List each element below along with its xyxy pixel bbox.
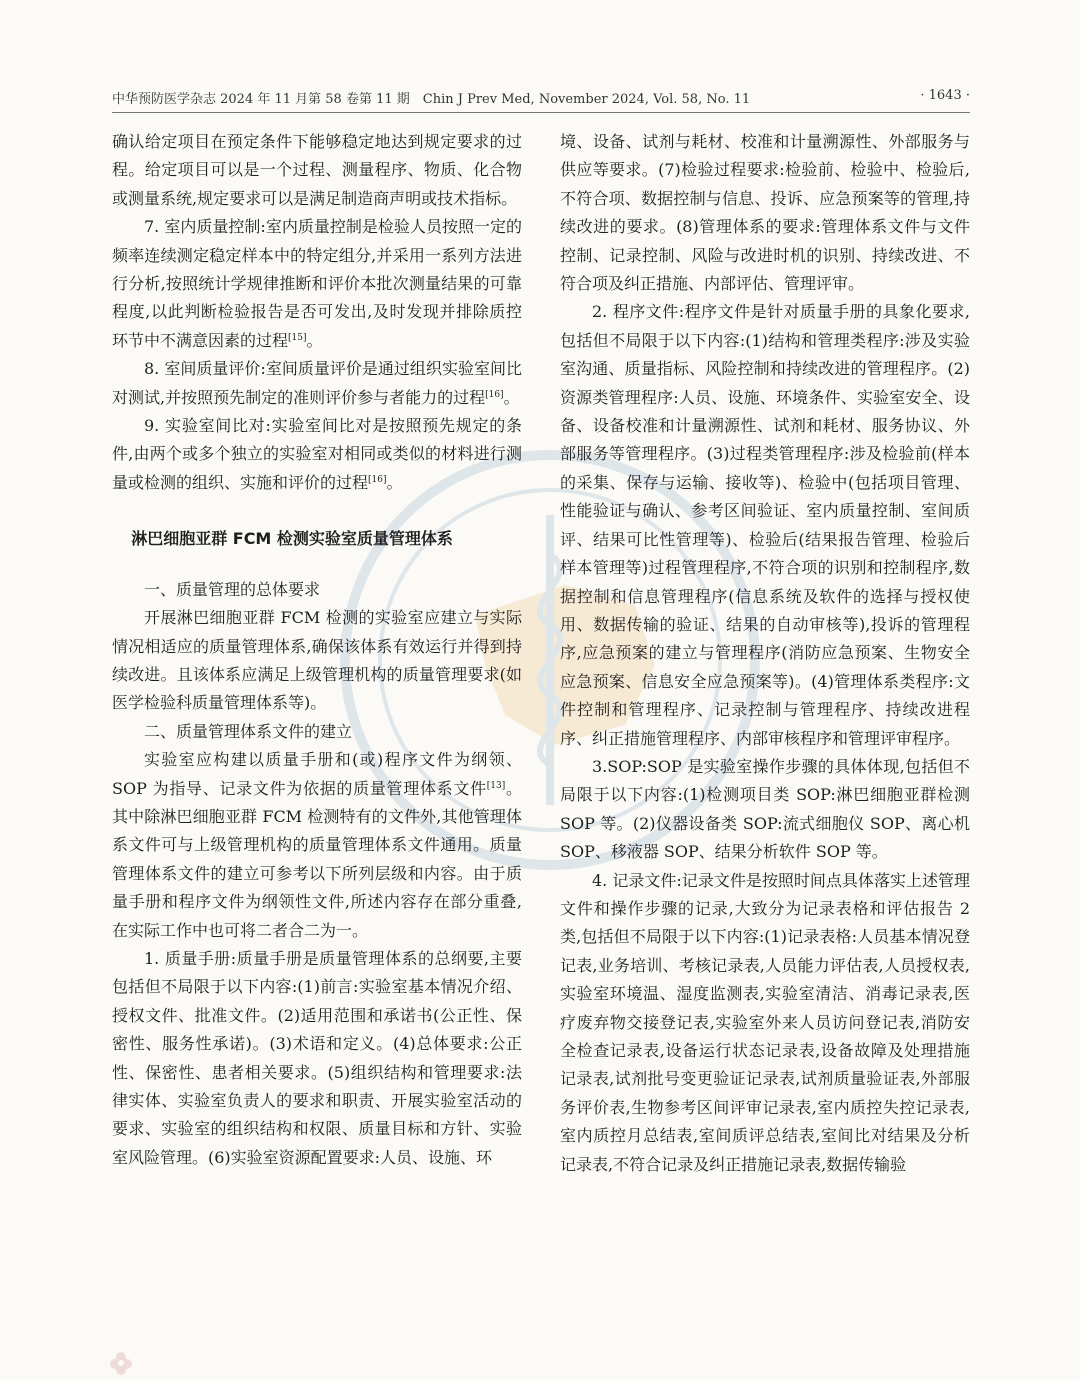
paragraph: 开展淋巴细胞亚群 FCM 检测的实验室应建立与实际情况相适应的质量管理体系,确保该体系有效运行并得到持续改进。且该体系应满足上级管理机构的质量管理要求(如医学检验科质量管理体系等)。 [112,608,522,713]
flower-logo-icon [108,1350,134,1376]
header-divider [112,112,970,113]
journal-citation: 中华预防医学杂志 2024 年 11 月第 58 卷第 11 期 Chin J Prev Med, November 2024, Vol. 58, No. 11 [112,92,751,107]
right-column [560,128,970,1358]
citation: [16] [368,474,387,485]
paragraph: 实验室应构建以质量手册和(或)程序文件为纲领、SOP 为指导、记录文件为依据的质量管理体系文件[13]。其中除淋巴细胞亚群 FCM 检测特有的文件外,其他管理体系文件可与上级管理机构的质量管理体系文件通用。质量管理体系文件的建立可参考以下所列层级和内容。由于质量手册和程序文件为纲领性文件,所述内容存在部分重叠,在实际工作中也可将二者合二为一。 [112,750,522,940]
running-header [112,88,970,108]
citation: [15] [288,332,307,343]
publisher-logo-watermark [108,1350,528,1376]
citation: [16] [485,389,504,400]
section-heading: 淋巴细胞亚群 FCM 检测实验室质量管理体系 [131,529,453,549]
paragraph-procedure-documents: 2. 程序文件:程序文件是针对质量手册的具象化要求,包括但不局限于以下内容:(1)结构和管理类程序:涉及实验室沟通、质量指标、风险控制和持续改进的管理程序。(2)资源类管理程序:人员、设施、环境条件、实验室安全、设备、设备校准和计量溯源性、试剂和耗材、服务协议、外部服务等管理程序。(3)过程类管理程序:涉及检验前(样本的采集、保存与运输、接收等)、检验中(包括项目管理、性能验证与确认、参考区间验证、室内质量控制、室间质评、结果可比性管理等)、检验后(结果报告管理、检验后样本管理等)过程管理程序,不符合项的识别和控制程序,数据控制和信息管理程序(信息系统及软件的选择与授权使用、数据传输的验证、结果的自动审核等),投诉的管理程序,应急预案的建立与管理程序(消防应急预案、生物安全应急预案、信息安全应急预案等)。(4)管理体系类程序:文件控制和管理程序、记录控制与管理程序、持续改进程序、纠正措施管理程序、内部审核程序和管理评审程序。 [560,302,970,748]
paragraph-definition-8: 8. 室间质量评价:室间质量评价是通过组织实验室间比对测试,并按照预先制定的准则评价参与者能力的过程[16]。 [112,359,522,407]
paragraph-record-documents: 4. 记录文件:记录文件是按照时间点具体落实上述管理文件和操作步骤的记录,大致分为记录表格和评估报告 2 类,包括但不局限于以下内容:(1)记录表格:人员基本情况登记表,业务培训、考核记录表,人员能力评估表,人员授权表,实验室环境温、湿度监测表,实验室清洁、消毒记录表,医疗废弃物交接登记表,实验室外来人员访问登记表,消防安全检查记录表,设备运行状态记录表,设备故障及处理措施记录表,试剂批号变更验证记录表,试剂质量验证表,外部服务评价表,生物参考区间评审记录表,室内质控失控记录表,室内质控月总结表,室间质评总结表,室间比对结果及分析记录表,不符合记录及纠正措施记录表,数据传输验 [560,870,970,1174]
paragraph-definition-7: 7. 室内质量控制:室内质量控制是检验人员按照一定的频率连续测定稳定样本中的特定组分,并采用一系列方法进行分析,按照统计学规律推断和评价本批次测量结果的可靠程度,以此判断检验报告是否可发出,及时发现并排除质控环节中不满意因素的过程[15]。 [112,217,522,350]
paragraph: 确认给定项目在预定条件下能够稳定地达到规定要求的过程。给定项目可以是一个过程、测量程序、物质、化合物或测量系统,规定要求可以是满足制造商声明或技术指标。 [112,132,522,208]
paragraph-quality-manual: 1. 质量手册:质量手册是质量管理体系的总纲要,主要包括但不局限于以下内容:(1)前言:实验室基本情况介绍、授权文件、批准文件。(2)适用范围和承诺书(公正性、保密性、服务性承诺)。(3)术语和定义。(4)总体要求:公正性、保密性、患者相关要求。(5)组织结构和管理要求:法律实体、实验室负责人的要求和职责、开展实验室活动的要求、实验室的组织结构和权限、质量目标和方针、实验室风险管理。(6)实验室资源配置要求:人员、设施、环 [112,948,522,1167]
left-column [112,128,522,1358]
paragraph-sop: 3.SOP:SOP 是实验室操作步骤的具体体现,包括但不局限于以下内容:(1)检测项目类 SOP:淋巴细胞亚群检测 SOP 等。(2)仪器设备类 SOP:流式细胞仪 SOP、离心机 SOP、移液器 SOP、结果分析软件 SOP 等。 [560,756,970,862]
subsection-heading: 二、质量管理体系文件的建立 [144,721,353,741]
paragraph: 境、设备、试剂与耗材、校准和计量溯源性、外部服务与供应等要求。(7)检验过程要求:检验前、检验中、检验后,不符合项、数据控制与信息、投诉、应急预案等的管理,持续改进的要求。(8)管理体系的要求:管理体系文件与文件控制、记录控制、风险与改进时机的识别、持续改进、不符合项及纠正措施、内部评估、管理评审。 [560,132,970,294]
paragraph-definition-9: 9. 实验室间比对:实验室间比对是按照预先规定的条件,由两个或多个独立的实验室对相同或类似的材料进行测量或检测的组织、实施和评价的过程[16]。 [112,416,522,492]
subsection-heading: 一、质量管理的总体要求 [144,579,321,599]
page-number: · 1643 · [920,88,970,103]
citation: [13] [486,780,506,791]
